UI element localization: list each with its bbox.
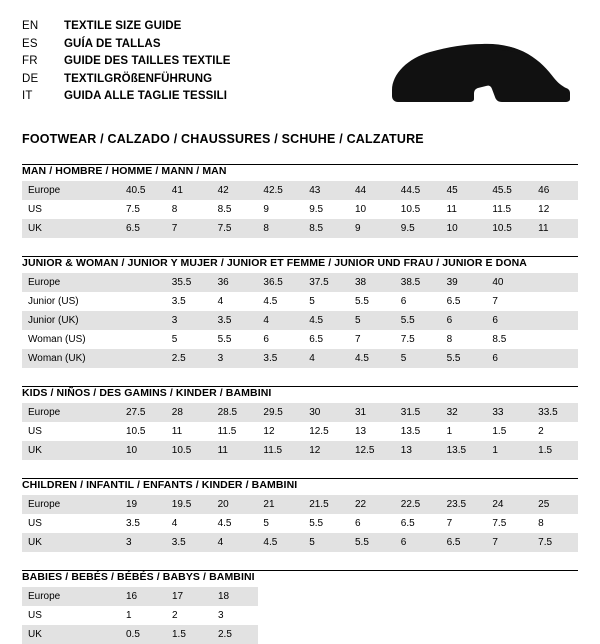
size-cell: 2.5 <box>212 625 258 644</box>
size-cell: 12 <box>532 200 578 219</box>
size-cell <box>120 273 166 292</box>
size-cell: 42 <box>212 181 258 200</box>
size-cell: 23.5 <box>441 495 487 514</box>
size-cell: 7 <box>441 514 487 533</box>
size-cell: 11 <box>532 219 578 238</box>
size-cell: 8.5 <box>486 330 532 349</box>
size-cell: 28 <box>166 403 212 422</box>
size-cell: 28.5 <box>212 403 258 422</box>
size-cell: 3.5 <box>166 292 212 311</box>
size-cell: 22.5 <box>395 495 441 514</box>
size-group <box>22 386 578 460</box>
size-cell: 0.5 <box>120 625 166 644</box>
size-cell: 12 <box>257 422 303 441</box>
size-cell: 35.5 <box>166 273 212 292</box>
size-cell: 2 <box>166 606 212 625</box>
language-row <box>22 36 231 54</box>
size-cell: 11.5 <box>212 422 258 441</box>
size-cell: 6 <box>395 292 441 311</box>
size-cell: 7 <box>349 330 395 349</box>
size-cell: 5.5 <box>303 514 349 533</box>
size-cell: 31 <box>349 403 395 422</box>
size-cell: 9 <box>349 219 395 238</box>
row-label: US <box>22 200 120 219</box>
size-cell: 38.5 <box>395 273 441 292</box>
row-label: UK <box>22 441 120 460</box>
size-cell: 2 <box>532 422 578 441</box>
size-cell: 4 <box>257 311 303 330</box>
size-cell: 5.5 <box>441 349 487 368</box>
table-row <box>22 441 578 460</box>
size-cell: 9.5 <box>395 219 441 238</box>
size-cell: 5.5 <box>349 533 395 552</box>
language-title: TEXTILE SIZE GUIDE <box>64 20 182 32</box>
size-cell: 32 <box>441 403 487 422</box>
size-cell: 5 <box>395 349 441 368</box>
size-cell: 4 <box>166 514 212 533</box>
row-label: Junior (UK) <box>22 311 120 330</box>
language-code: EN <box>22 20 39 32</box>
size-cell: 46 <box>532 181 578 200</box>
size-cell: 38 <box>349 273 395 292</box>
table-row <box>22 495 578 514</box>
size-cell: 41 <box>166 181 212 200</box>
size-cell: 8 <box>166 200 212 219</box>
size-cell: 19.5 <box>166 495 212 514</box>
size-cell: 40.5 <box>120 181 166 200</box>
row-label: UK <box>22 219 120 238</box>
size-cell: 6 <box>486 311 532 330</box>
size-group <box>22 164 578 238</box>
group-title: BABIES / BEBÉS / BÉBÉS / BABYS / BAMBINI <box>22 571 255 583</box>
size-cell: 7 <box>166 219 212 238</box>
row-label: Europe <box>22 273 120 292</box>
size-cell: 33.5 <box>532 403 578 422</box>
size-cell: 5 <box>166 330 212 349</box>
size-cell: 18 <box>212 587 258 606</box>
size-cell: 9 <box>257 200 303 219</box>
table-row <box>22 606 258 625</box>
size-cell <box>120 311 166 330</box>
size-cell: 5.5 <box>395 311 441 330</box>
size-cell: 1.5 <box>166 625 212 644</box>
size-cell: 1 <box>486 441 532 460</box>
size-cell: 8 <box>257 219 303 238</box>
size-cell: 11 <box>166 422 212 441</box>
table-row <box>22 311 578 330</box>
size-cell: 5.5 <box>349 292 395 311</box>
row-label: Junior (US) <box>22 292 120 311</box>
size-table <box>22 403 578 460</box>
language-title: GUÍA DE TALLAS <box>64 37 161 50</box>
row-label: Europe <box>22 403 120 422</box>
size-cell: 10.5 <box>395 200 441 219</box>
language-title: TEXTILGRÖßENFÜHRUNG <box>64 72 213 85</box>
size-cell: 4 <box>212 292 258 311</box>
row-label: Woman (US) <box>22 330 120 349</box>
group-title: JUNIOR & WOMAN / JUNIOR Y MUJER / JUNIOR ET FEMME / JUNIOR UND FRAU / JUNIOR E DONA <box>22 257 527 269</box>
size-cell: 4 <box>212 533 258 552</box>
size-cell: 6.5 <box>441 292 487 311</box>
size-cell: 3 <box>212 606 258 625</box>
size-cell: 9.5 <box>303 200 349 219</box>
table-row <box>22 403 578 422</box>
row-label: US <box>22 514 120 533</box>
dress-shoe-icon <box>382 30 572 116</box>
size-cell: 3.5 <box>166 533 212 552</box>
size-cell: 6.5 <box>120 219 166 238</box>
size-cell: 36 <box>212 273 258 292</box>
size-cell: 16 <box>120 587 166 606</box>
size-cell <box>120 349 166 368</box>
size-cell: 6.5 <box>441 533 487 552</box>
size-cell: 5 <box>303 292 349 311</box>
size-cell: 12.5 <box>303 422 349 441</box>
size-cell: 3 <box>120 533 166 552</box>
table-row <box>22 273 578 292</box>
table-row <box>22 200 578 219</box>
size-cell: 3.5 <box>212 311 258 330</box>
row-label: Europe <box>22 181 120 200</box>
size-cell: 4 <box>303 349 349 368</box>
row-label: UK <box>22 533 120 552</box>
size-cell: 1 <box>120 606 166 625</box>
size-cell: 21 <box>257 495 303 514</box>
size-cell: 20 <box>212 495 258 514</box>
size-cell: 4.5 <box>257 292 303 311</box>
size-cell: 3 <box>212 349 258 368</box>
size-table <box>22 587 258 644</box>
size-cell: 7.5 <box>395 330 441 349</box>
table-row <box>22 219 578 238</box>
size-cell: 24 <box>486 495 532 514</box>
size-cell: 3 <box>166 311 212 330</box>
size-cell: 3.5 <box>257 349 303 368</box>
size-cell: 6 <box>441 311 487 330</box>
size-cell: 40 <box>486 273 532 292</box>
language-code: DE <box>22 72 39 85</box>
size-cell: 39 <box>441 273 487 292</box>
size-cell: 13 <box>349 422 395 441</box>
language-code: IT <box>22 90 33 102</box>
size-cell: 43 <box>303 181 349 200</box>
size-cell: 7 <box>486 292 532 311</box>
size-cell: 7.5 <box>212 219 258 238</box>
size-cell: 5 <box>349 311 395 330</box>
size-cell: 5 <box>257 514 303 533</box>
table-row <box>22 587 258 606</box>
language-row <box>22 88 231 106</box>
row-label: Europe <box>22 587 120 606</box>
size-cell: 30 <box>303 403 349 422</box>
size-table <box>22 181 578 238</box>
size-cell: 10.5 <box>166 441 212 460</box>
size-cell: 13.5 <box>395 422 441 441</box>
size-cell: 7.5 <box>120 200 166 219</box>
language-title: GUIDE DES TAILLES TEXTILE <box>64 55 231 67</box>
row-label: Woman (UK) <box>22 349 120 368</box>
size-cell: 29.5 <box>257 403 303 422</box>
size-cell: 21.5 <box>303 495 349 514</box>
size-group <box>22 256 578 368</box>
size-cell <box>120 330 166 349</box>
row-label: UK <box>22 625 120 644</box>
size-cell: 10 <box>120 441 166 460</box>
size-cell: 5 <box>303 533 349 552</box>
group-title: MAN / HOMBRE / HOMME / MANN / MAN <box>22 165 227 177</box>
size-cell: 6 <box>395 533 441 552</box>
table-row <box>22 625 258 644</box>
size-cell: 8.5 <box>303 219 349 238</box>
page-title: FOOTWEAR / CALZADO / CHAUSSURES / SCHUHE / CALZATURE <box>22 132 424 146</box>
size-cell: 12.5 <box>349 441 395 460</box>
size-cell: 37.5 <box>303 273 349 292</box>
size-cell: 10 <box>441 219 487 238</box>
size-cell: 8 <box>441 330 487 349</box>
size-cell: 27.5 <box>120 403 166 422</box>
size-cell: 42.5 <box>257 181 303 200</box>
size-cell: 6 <box>349 514 395 533</box>
size-cell: 6.5 <box>395 514 441 533</box>
size-cell: 4.5 <box>303 311 349 330</box>
size-table <box>22 273 578 368</box>
size-cell: 44 <box>349 181 395 200</box>
size-cell: 22 <box>349 495 395 514</box>
header <box>22 18 578 116</box>
size-group <box>22 478 578 552</box>
size-cell <box>532 330 578 349</box>
size-cell: 6 <box>257 330 303 349</box>
size-cell: 5.5 <box>212 330 258 349</box>
size-cell: 10.5 <box>120 422 166 441</box>
table-row <box>22 181 578 200</box>
language-code: FR <box>22 55 38 67</box>
size-cell: 7.5 <box>486 514 532 533</box>
row-label: Europe <box>22 495 120 514</box>
size-cell: 45.5 <box>486 181 532 200</box>
size-table <box>22 495 578 552</box>
size-cell: 13 <box>395 441 441 460</box>
language-code: ES <box>22 37 38 50</box>
size-cell: 8.5 <box>212 200 258 219</box>
size-cell: 1 <box>441 422 487 441</box>
size-cell: 11.5 <box>486 200 532 219</box>
size-cell: 7.5 <box>532 533 578 552</box>
size-cell: 10.5 <box>486 219 532 238</box>
language-title-list <box>22 18 231 106</box>
size-cell: 45 <box>441 181 487 200</box>
table-row <box>22 349 578 368</box>
size-cell: 10 <box>349 200 395 219</box>
size-cell: 2.5 <box>166 349 212 368</box>
size-cell: 17 <box>166 587 212 606</box>
size-cell: 19 <box>120 495 166 514</box>
size-cell: 4.5 <box>257 533 303 552</box>
table-row <box>22 533 578 552</box>
size-cell <box>120 292 166 311</box>
size-cell: 1.5 <box>486 422 532 441</box>
size-cell <box>532 349 578 368</box>
size-cell: 3.5 <box>120 514 166 533</box>
size-cell: 25 <box>532 495 578 514</box>
size-cell: 31.5 <box>395 403 441 422</box>
language-row <box>22 71 231 89</box>
row-label: US <box>22 606 120 625</box>
size-cell <box>532 292 578 311</box>
size-cell: 33 <box>486 403 532 422</box>
size-cell: 6.5 <box>303 330 349 349</box>
group-title: CHILDREN / INFANTIL / ENFANTS / KINDER / BAMBINI <box>22 479 298 491</box>
language-row <box>22 53 231 71</box>
size-cell <box>532 311 578 330</box>
size-cell <box>532 273 578 292</box>
table-row <box>22 292 578 311</box>
size-cell: 4.5 <box>349 349 395 368</box>
size-cell: 44.5 <box>395 181 441 200</box>
language-row <box>22 18 231 36</box>
size-cell: 4.5 <box>212 514 258 533</box>
size-groups <box>22 164 578 644</box>
table-row <box>22 330 578 349</box>
size-cell: 7 <box>486 533 532 552</box>
size-cell: 6 <box>486 349 532 368</box>
size-cell: 36.5 <box>257 273 303 292</box>
size-cell: 11 <box>441 200 487 219</box>
table-row <box>22 514 578 533</box>
group-title: KIDS / NIÑOS / DES GAMINS / KINDER / BAMBINI <box>22 387 272 399</box>
size-cell: 12 <box>303 441 349 460</box>
language-title: GUIDA ALLE TAGLIE TESSILI <box>64 90 228 102</box>
size-group <box>22 570 578 644</box>
size-cell: 8 <box>532 514 578 533</box>
row-label: US <box>22 422 120 441</box>
size-cell: 11 <box>212 441 258 460</box>
size-cell: 11.5 <box>257 441 303 460</box>
table-row <box>22 422 578 441</box>
size-cell: 13.5 <box>441 441 487 460</box>
size-cell: 1.5 <box>532 441 578 460</box>
